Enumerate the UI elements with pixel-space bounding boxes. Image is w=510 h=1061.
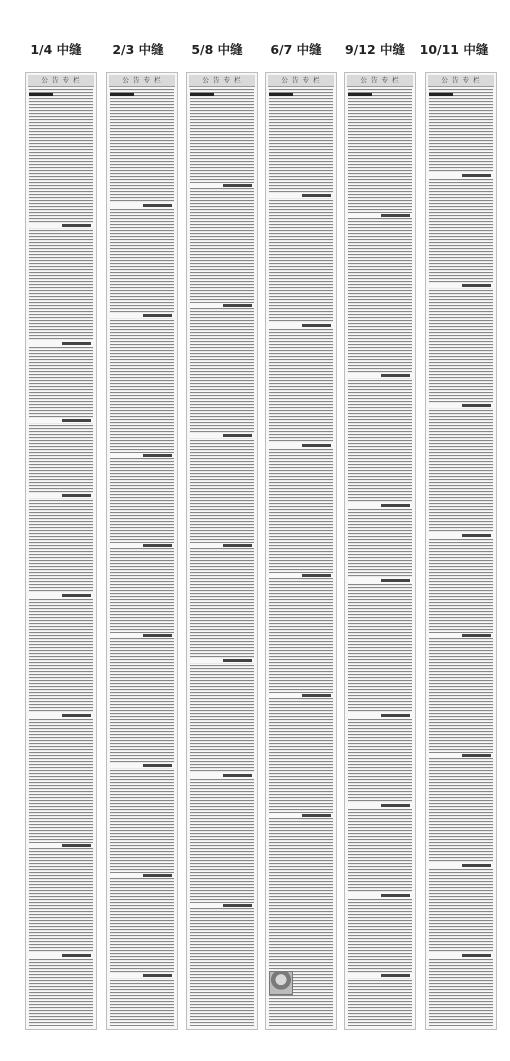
notice-text-block bbox=[190, 89, 254, 1026]
notice-text-block bbox=[429, 89, 493, 1026]
notice-heading bbox=[110, 453, 174, 458]
notice-title-run bbox=[269, 93, 293, 96]
column-banner: 公 告 专 栏 bbox=[109, 75, 175, 87]
notice-heading bbox=[29, 418, 93, 423]
notice-heading bbox=[269, 813, 333, 818]
notice-heading bbox=[190, 433, 254, 438]
notice-heading bbox=[348, 973, 412, 978]
notice-heading bbox=[110, 543, 174, 548]
notice-text-block bbox=[110, 89, 174, 1026]
notice-heading bbox=[348, 213, 412, 218]
notice-text-block bbox=[348, 89, 412, 1026]
column-banner: 公 告 专 栏 bbox=[28, 75, 94, 87]
notice-heading bbox=[110, 763, 174, 768]
notice-column-5 bbox=[344, 72, 416, 1030]
notice-column-6 bbox=[425, 72, 497, 1030]
notice-heading bbox=[269, 323, 333, 328]
notice-heading bbox=[429, 403, 493, 408]
column-banner: 公 告 专 栏 bbox=[268, 75, 334, 87]
notice-column-1 bbox=[25, 72, 97, 1030]
notice-heading bbox=[429, 953, 493, 958]
notice-title-run bbox=[429, 93, 453, 96]
notice-heading bbox=[190, 303, 254, 308]
notice-heading bbox=[29, 843, 93, 848]
notice-heading bbox=[190, 543, 254, 548]
notice-heading bbox=[110, 633, 174, 638]
notice-heading bbox=[190, 183, 254, 188]
column-header-4: 6/7 中缝 bbox=[270, 42, 322, 57]
column-header-6: 10/11 中缝 bbox=[419, 42, 489, 57]
notice-heading bbox=[29, 953, 93, 958]
notice-heading bbox=[29, 593, 93, 598]
notice-heading bbox=[110, 873, 174, 878]
notice-heading bbox=[348, 803, 412, 808]
column-header-5: 9/12 中缝 bbox=[344, 42, 405, 57]
notice-heading bbox=[348, 893, 412, 898]
notice-heading bbox=[429, 283, 493, 288]
notice-title-run bbox=[110, 93, 134, 96]
notice-heading bbox=[269, 573, 333, 578]
notice-heading bbox=[29, 341, 93, 346]
column-header-2: 2/3 中缝 bbox=[112, 42, 164, 57]
notice-heading bbox=[269, 693, 333, 698]
notice-heading bbox=[29, 713, 93, 718]
notice-heading bbox=[29, 223, 93, 228]
notice-heading bbox=[429, 863, 493, 868]
notice-title-run bbox=[190, 93, 214, 96]
notice-heading bbox=[429, 533, 493, 538]
notice-heading bbox=[348, 713, 412, 718]
notice-heading bbox=[190, 658, 254, 663]
column-header-1: 1/4 中缝 bbox=[30, 42, 82, 57]
notice-heading bbox=[348, 578, 412, 583]
notice-heading bbox=[429, 173, 493, 178]
notice-heading bbox=[348, 503, 412, 508]
notice-text-block bbox=[269, 89, 333, 1026]
notice-text-block bbox=[29, 89, 93, 1026]
notice-heading bbox=[110, 973, 174, 978]
notice-title-run bbox=[29, 93, 53, 96]
column-header-3: 5/8 中缝 bbox=[191, 42, 243, 57]
notice-heading bbox=[110, 203, 174, 208]
notice-heading bbox=[29, 493, 93, 498]
column-banner: 公 告 专 栏 bbox=[428, 75, 494, 87]
notice-column-2 bbox=[106, 72, 178, 1030]
notice-column-4 bbox=[265, 72, 337, 1030]
notice-heading bbox=[190, 903, 254, 908]
column-headers bbox=[0, 40, 510, 64]
notice-heading bbox=[429, 753, 493, 758]
notice-heading bbox=[110, 313, 174, 318]
column-banner: 公 告 专 栏 bbox=[189, 75, 255, 87]
notice-heading bbox=[269, 193, 333, 198]
notice-title-run bbox=[348, 93, 372, 96]
portrait-photo bbox=[269, 971, 293, 995]
notice-heading bbox=[348, 373, 412, 378]
notice-heading bbox=[269, 443, 333, 448]
notice-column-3 bbox=[186, 72, 258, 1030]
notice-heading bbox=[190, 773, 254, 778]
column-banner: 公 告 专 栏 bbox=[347, 75, 413, 87]
notice-heading bbox=[429, 633, 493, 638]
